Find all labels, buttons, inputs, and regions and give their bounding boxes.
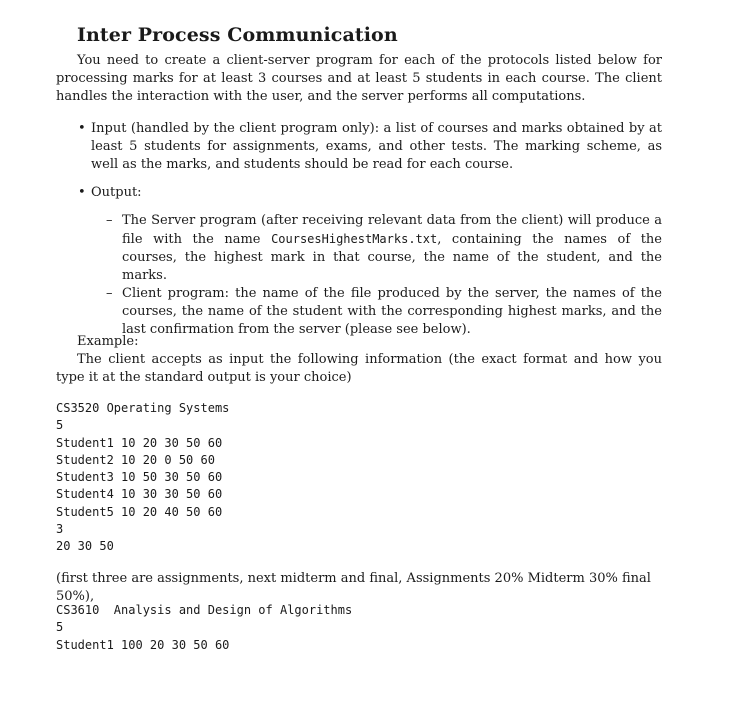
bullet-icon: • bbox=[78, 185, 86, 200]
code-line: 5 bbox=[56, 418, 64, 433]
code-block-algorithms bbox=[56, 602, 352, 654]
dash-item-server bbox=[91, 212, 662, 285]
marking-scheme-note: (first three are assignments, next midterm and final, Assignments 20% Midterm 30% final 50%), bbox=[56, 571, 651, 604]
bullet-output bbox=[56, 184, 662, 339]
example-label: Example: bbox=[77, 334, 139, 349]
bullet-output-label: Output: bbox=[91, 185, 142, 200]
code-line: Student1 100 20 30 50 60 bbox=[56, 637, 230, 652]
code-line: Student3 10 50 30 50 60 bbox=[56, 470, 223, 485]
requirements-list bbox=[56, 120, 662, 339]
code-line: Student1 10 20 30 50 60 bbox=[56, 435, 223, 450]
code-line: 5 bbox=[56, 620, 64, 635]
server-filename: CoursesHighestMarks.txt bbox=[271, 232, 438, 246]
bullet-icon: • bbox=[78, 121, 86, 136]
intro-text: You need to create a client-server program for each of the protocols listed below for processing marks for at least 3 courses and at least 5 students in each course. The client handles the interaction with the user, and the server performs all computations. bbox=[56, 53, 662, 104]
example-intro: The client accepts as input the following information (the exact format and how you type it at the standard output is your choice) bbox=[56, 352, 662, 385]
code-line: Student5 10 20 40 50 60 bbox=[56, 504, 223, 519]
server-text-pre: The Server program (after receiving relevant data from the client) will produce a file with the name bbox=[122, 213, 662, 247]
code-line: Student2 10 20 0 50 60 bbox=[56, 452, 215, 467]
code-line: 3 bbox=[56, 522, 64, 537]
code-block-operating-systems bbox=[56, 400, 229, 556]
bullet-input-text: Input (handled by the client program only): a list of courses and marks obtained by at least 5 students for assignments, exams, and other tests. The marking scheme, as well as the marks, and students should be read for each course. bbox=[91, 121, 662, 172]
server-text-post: , containing the names of the courses, the highest mark in that course, the name of the student, and the marks. bbox=[122, 232, 662, 283]
client-text: Client program: the name of the file produced by the server, the names of the courses, the name of the student with the corresponding highest marks, and the last confirmation from the server (please see below). bbox=[122, 286, 662, 337]
dash-item-client bbox=[91, 285, 662, 339]
dash-icon: – bbox=[106, 286, 113, 301]
code-line: CS3520 Operating Systems bbox=[56, 401, 230, 415]
bullet-input bbox=[56, 120, 662, 174]
code-line: CS3610 Analysis and Design of Algorithms bbox=[56, 603, 353, 617]
code-line: Student4 10 30 30 50 60 bbox=[56, 487, 223, 502]
intro-paragraph bbox=[56, 52, 662, 106]
dash-icon: – bbox=[106, 213, 113, 228]
section-title: Inter Process Communication bbox=[77, 24, 398, 46]
code-line: 20 30 50 bbox=[56, 539, 114, 554]
output-sublist bbox=[91, 212, 662, 339]
